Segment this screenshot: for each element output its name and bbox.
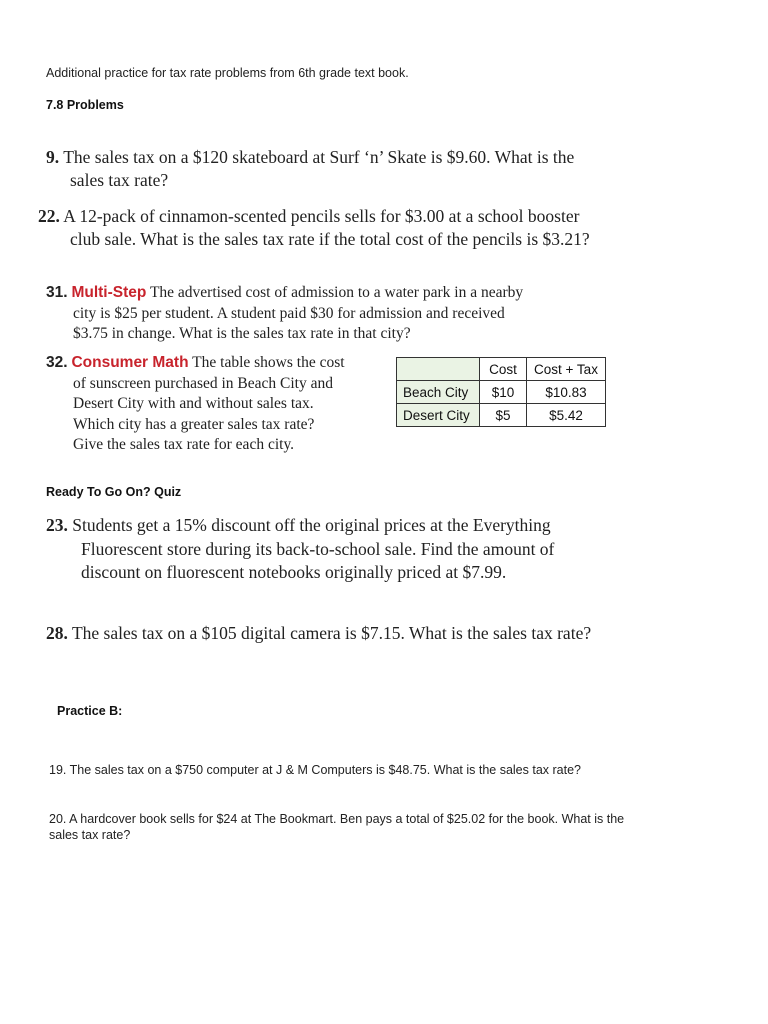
problem-9 <box>46 146 746 192</box>
problem-text: A 12-pack of cinnamon-scented pencils sells for $3.00 at a school booster <box>63 206 580 226</box>
table-row <box>397 381 606 404</box>
problem-32 <box>46 353 391 456</box>
table-cell-cost-tax: $10.83 <box>527 381 606 404</box>
problem-number: 9. <box>46 147 60 167</box>
problem-text: Give the sales tax rate for each city. <box>73 436 295 453</box>
problem-text: city is $25 per student. A student paid $30 for admission and received <box>73 304 505 322</box>
problem-text: The advertised cost of admission to a water park in a nearby <box>149 284 524 301</box>
intro-text: Additional practice for tax rate problems from 6th grade text book. <box>46 66 409 80</box>
problem-text: of sunscreen purchased in Beach City and <box>73 374 333 392</box>
problem-number: 28. <box>46 623 68 643</box>
problem-28 <box>46 622 746 645</box>
problem-text: $3.75 in change. What is the sales tax rate in that city? <box>73 325 411 342</box>
section-heading-7-8: 7.8 Problems <box>46 98 124 112</box>
problem-number: 23. <box>46 515 68 535</box>
section-heading-practice-b: Practice B: <box>57 704 123 718</box>
problem-text: The table shows the cost <box>192 354 345 371</box>
table-cell-cost-tax: $5.42 <box>527 404 606 427</box>
problem-text: Desert City with and without sales tax. <box>73 395 314 412</box>
problem-number: 32. <box>46 354 68 371</box>
table-cell-cost: $10 <box>480 381 527 404</box>
problem-number: 22. <box>38 206 60 226</box>
practice-b-problem-20 <box>49 811 739 843</box>
section-heading-quiz: Ready To Go On? Quiz <box>46 485 182 499</box>
practice-b-problem-19 <box>49 762 729 778</box>
problem-22 <box>38 205 758 251</box>
table-header-cell: Cost <box>480 358 527 381</box>
consumer-math-tag: Consumer Math <box>71 354 189 371</box>
problem-text: The sales tax on a $120 skateboard at Surf ‘n’ Skate is $9.60. What is the <box>63 147 575 167</box>
multi-step-tag: Multi-Step <box>71 284 147 301</box>
problem-text: sales tax rate? <box>70 170 169 190</box>
problem-text: Students get a 15% discount off the original prices at the Everything <box>72 515 551 535</box>
table-row <box>397 404 606 427</box>
table-header-cell: Cost + Tax <box>527 358 606 381</box>
table-cell-city: Desert City <box>397 404 480 427</box>
problem-text: club sale. What is the sales tax rate if the total cost of the pencils is $3.21? <box>70 229 590 249</box>
problem-23 <box>46 514 746 585</box>
problem-31 <box>46 283 646 345</box>
problem-text: Fluorescent store during its back-to-school sale. Find the amount of <box>81 538 555 559</box>
table-cell-city: Beach City <box>397 381 480 404</box>
sunscreen-table <box>396 357 606 427</box>
table-header-row <box>397 358 606 381</box>
table-cell-cost: $5 <box>480 404 527 427</box>
problem-text: discount on fluorescent notebooks originally priced at $7.99. <box>81 562 507 582</box>
problem-text: sales tax rate? <box>49 828 131 842</box>
problem-text: 20. A hardcover book sells for $24 at The Bookmart. Ben pays a total of $25.02 for the book. What is the <box>49 812 625 826</box>
problem-text: The sales tax on a $105 digital camera is $7.15. What is the sales tax rate? <box>71 623 592 643</box>
table-corner-cell <box>397 358 480 381</box>
problem-number: 31. <box>46 284 68 301</box>
problem-text: Which city has a greater sales tax rate? <box>73 415 315 433</box>
problem-text: 19. The sales tax on a $750 computer at J & M Computers is $48.75. What is the sales tax rate? <box>49 763 581 777</box>
